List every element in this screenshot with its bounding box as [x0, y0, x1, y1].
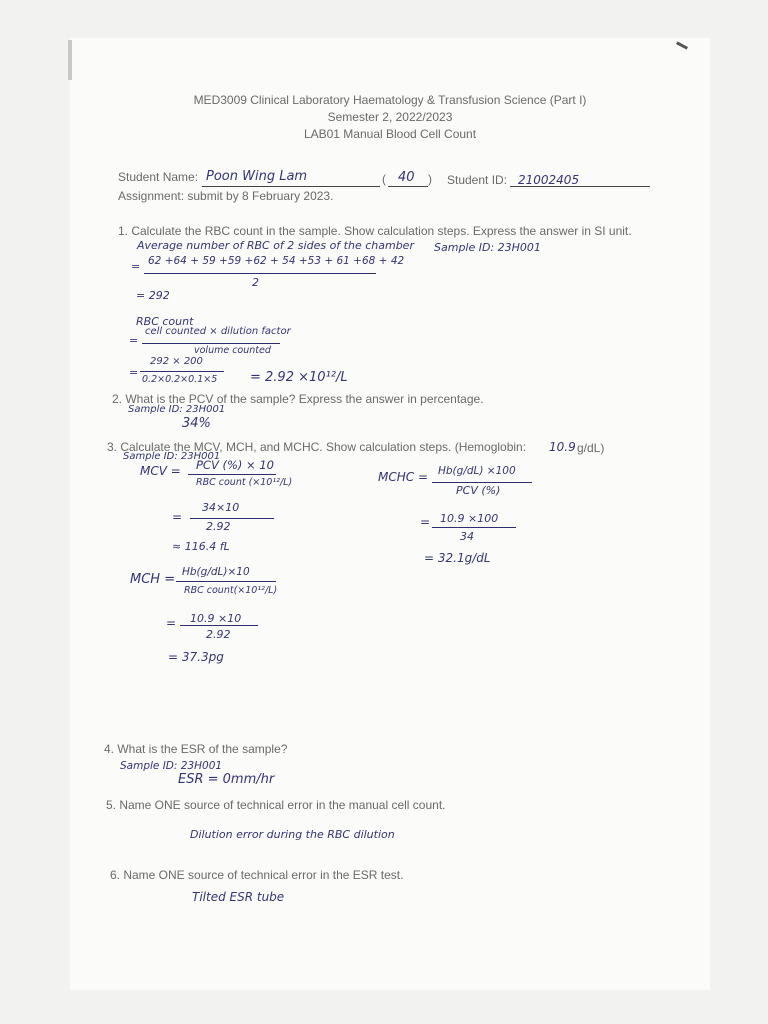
q1-average-result: = 292	[136, 289, 170, 302]
assignment-deadline: Assignment: submit by 8 February 2023.	[118, 189, 334, 203]
mchc-calc-denominator: 34	[460, 530, 474, 543]
mcv-formula-bar	[188, 474, 276, 475]
number-paren-close: )	[428, 172, 432, 186]
mcv-calc-numerator: 34×10	[202, 501, 240, 514]
q1-formula-denominator: volume counted	[194, 345, 271, 356]
number-paren-open: (	[382, 172, 386, 186]
question-3: 3. Calculate the MCV, MCH, and MCHC. Show calculation steps. (Hemoglobin:	[107, 440, 527, 454]
q1-formula-numerator: cell counted × dilution factor	[145, 326, 291, 337]
mcv-formula-numerator: PCV (%) × 10	[196, 458, 274, 472]
q1-formula-equals: =	[129, 334, 139, 347]
mcv-calc-bar	[190, 518, 274, 519]
q1-calc-equals: =	[129, 366, 139, 379]
question-3-unit: g/dL)	[577, 441, 605, 455]
mchc-formula-bar	[432, 482, 532, 483]
mch-formula-bar	[176, 581, 276, 582]
q1-formula-fraction-bar	[142, 343, 280, 344]
q2-sample-id: Sample ID: 23H001	[128, 404, 226, 415]
q1-calc-fraction-bar	[140, 371, 224, 372]
student-number-value: 40	[398, 170, 415, 185]
mch-formula-denominator: RBC count(×10¹²/L)	[184, 585, 278, 596]
mcv-result: ≈ 116.4 fL	[172, 540, 230, 553]
question-1: 1. Calculate the RBC count in the sample. Show calculation steps. Express the answer in SI unit.	[118, 224, 632, 238]
question-5: 5. Name ONE source of technical error in the manual cell count.	[106, 798, 446, 812]
lab-title: LAB01 Manual Blood Cell Count	[303, 127, 477, 141]
q5-answer: Dilution error during the RBC dilution	[190, 828, 395, 841]
q1-sample-id: Sample ID: 23H001	[434, 241, 541, 254]
q1-average-label: Average number of RBC of 2 sides of the chamber	[137, 239, 414, 252]
q2-pcv-answer: 34%	[182, 416, 211, 431]
q4-esr-answer: ESR = 0mm/hr	[178, 772, 275, 787]
student-name-value: Poon Wing Lam	[206, 169, 308, 184]
student-name-line	[202, 186, 380, 187]
question-2: 2. What is the PCV of the sample? Express the answer in percentage.	[112, 392, 484, 406]
q3-hemoglobin-value: 10.9	[549, 440, 576, 454]
number-line	[388, 186, 428, 187]
q1-sum-equals: =	[131, 260, 141, 273]
mchc-label: MCHC =	[378, 470, 429, 484]
q3-sample-id: Sample ID: 23H001	[123, 451, 221, 462]
mcv-calc-equals: =	[172, 510, 183, 524]
mchc-calc-numerator: 10.9 ×100	[440, 512, 499, 525]
mch-calc-bar	[180, 625, 258, 626]
semester-line: Semester 2, 2022/2023	[327, 110, 453, 124]
mcv-calc-denominator: 2.92	[206, 520, 231, 533]
mchc-formula-numerator: Hb(g/dL) ×100	[438, 465, 516, 477]
question-4: 4. What is the ESR of the sample?	[104, 742, 288, 756]
mch-result: = 37.3pg	[168, 650, 224, 664]
mch-calc-numerator: 10.9 ×10	[190, 612, 242, 625]
q1-calc-numerator: 292 × 200	[150, 356, 203, 367]
q4-sample-id: Sample ID: 23H001	[120, 760, 223, 772]
mcv-label: MCV =	[140, 464, 181, 478]
mchc-calc-bar	[432, 527, 516, 528]
mch-label: MCH =	[130, 572, 176, 587]
mch-calc-equals: =	[166, 616, 177, 630]
student-id-value: 21002405	[518, 173, 580, 187]
mchc-calc-equals: =	[420, 515, 431, 529]
mch-calc-denominator: 2.92	[206, 628, 231, 641]
q6-answer: Tilted ESR tube	[192, 890, 285, 904]
mchc-result: = 32.1g/dL	[424, 551, 491, 565]
course-title: MED3009 Clinical Laboratory Haematology & Transfusion Science (Part I)	[193, 93, 587, 107]
mcv-formula-denominator: RBC count (×10¹²/L)	[196, 477, 293, 488]
q1-calc-denominator: 0.2×0.2×0.1×5	[142, 374, 218, 385]
student-id-label: Student ID:	[447, 173, 508, 187]
student-name-label: Student Name:	[118, 170, 199, 184]
q1-sum-fraction-bar	[144, 273, 376, 274]
q1-sum-numerator: 62 +64 + 59 +59 +62 + 54 +53 + 61 +68 + 42	[148, 255, 405, 267]
paper-edge-shadow	[68, 40, 72, 80]
question-6: 6. Name ONE source of technical error in the ESR test.	[110, 868, 404, 882]
mchc-formula-denominator: PCV (%)	[456, 484, 501, 497]
mch-formula-numerator: Hb(g/dL)×10	[182, 566, 250, 578]
q1-rbc-count-label: RBC count	[136, 315, 194, 328]
q1-sum-denominator: 2	[252, 276, 259, 289]
q1-rbc-result: = 2.92 ×10¹²/L	[250, 370, 348, 385]
